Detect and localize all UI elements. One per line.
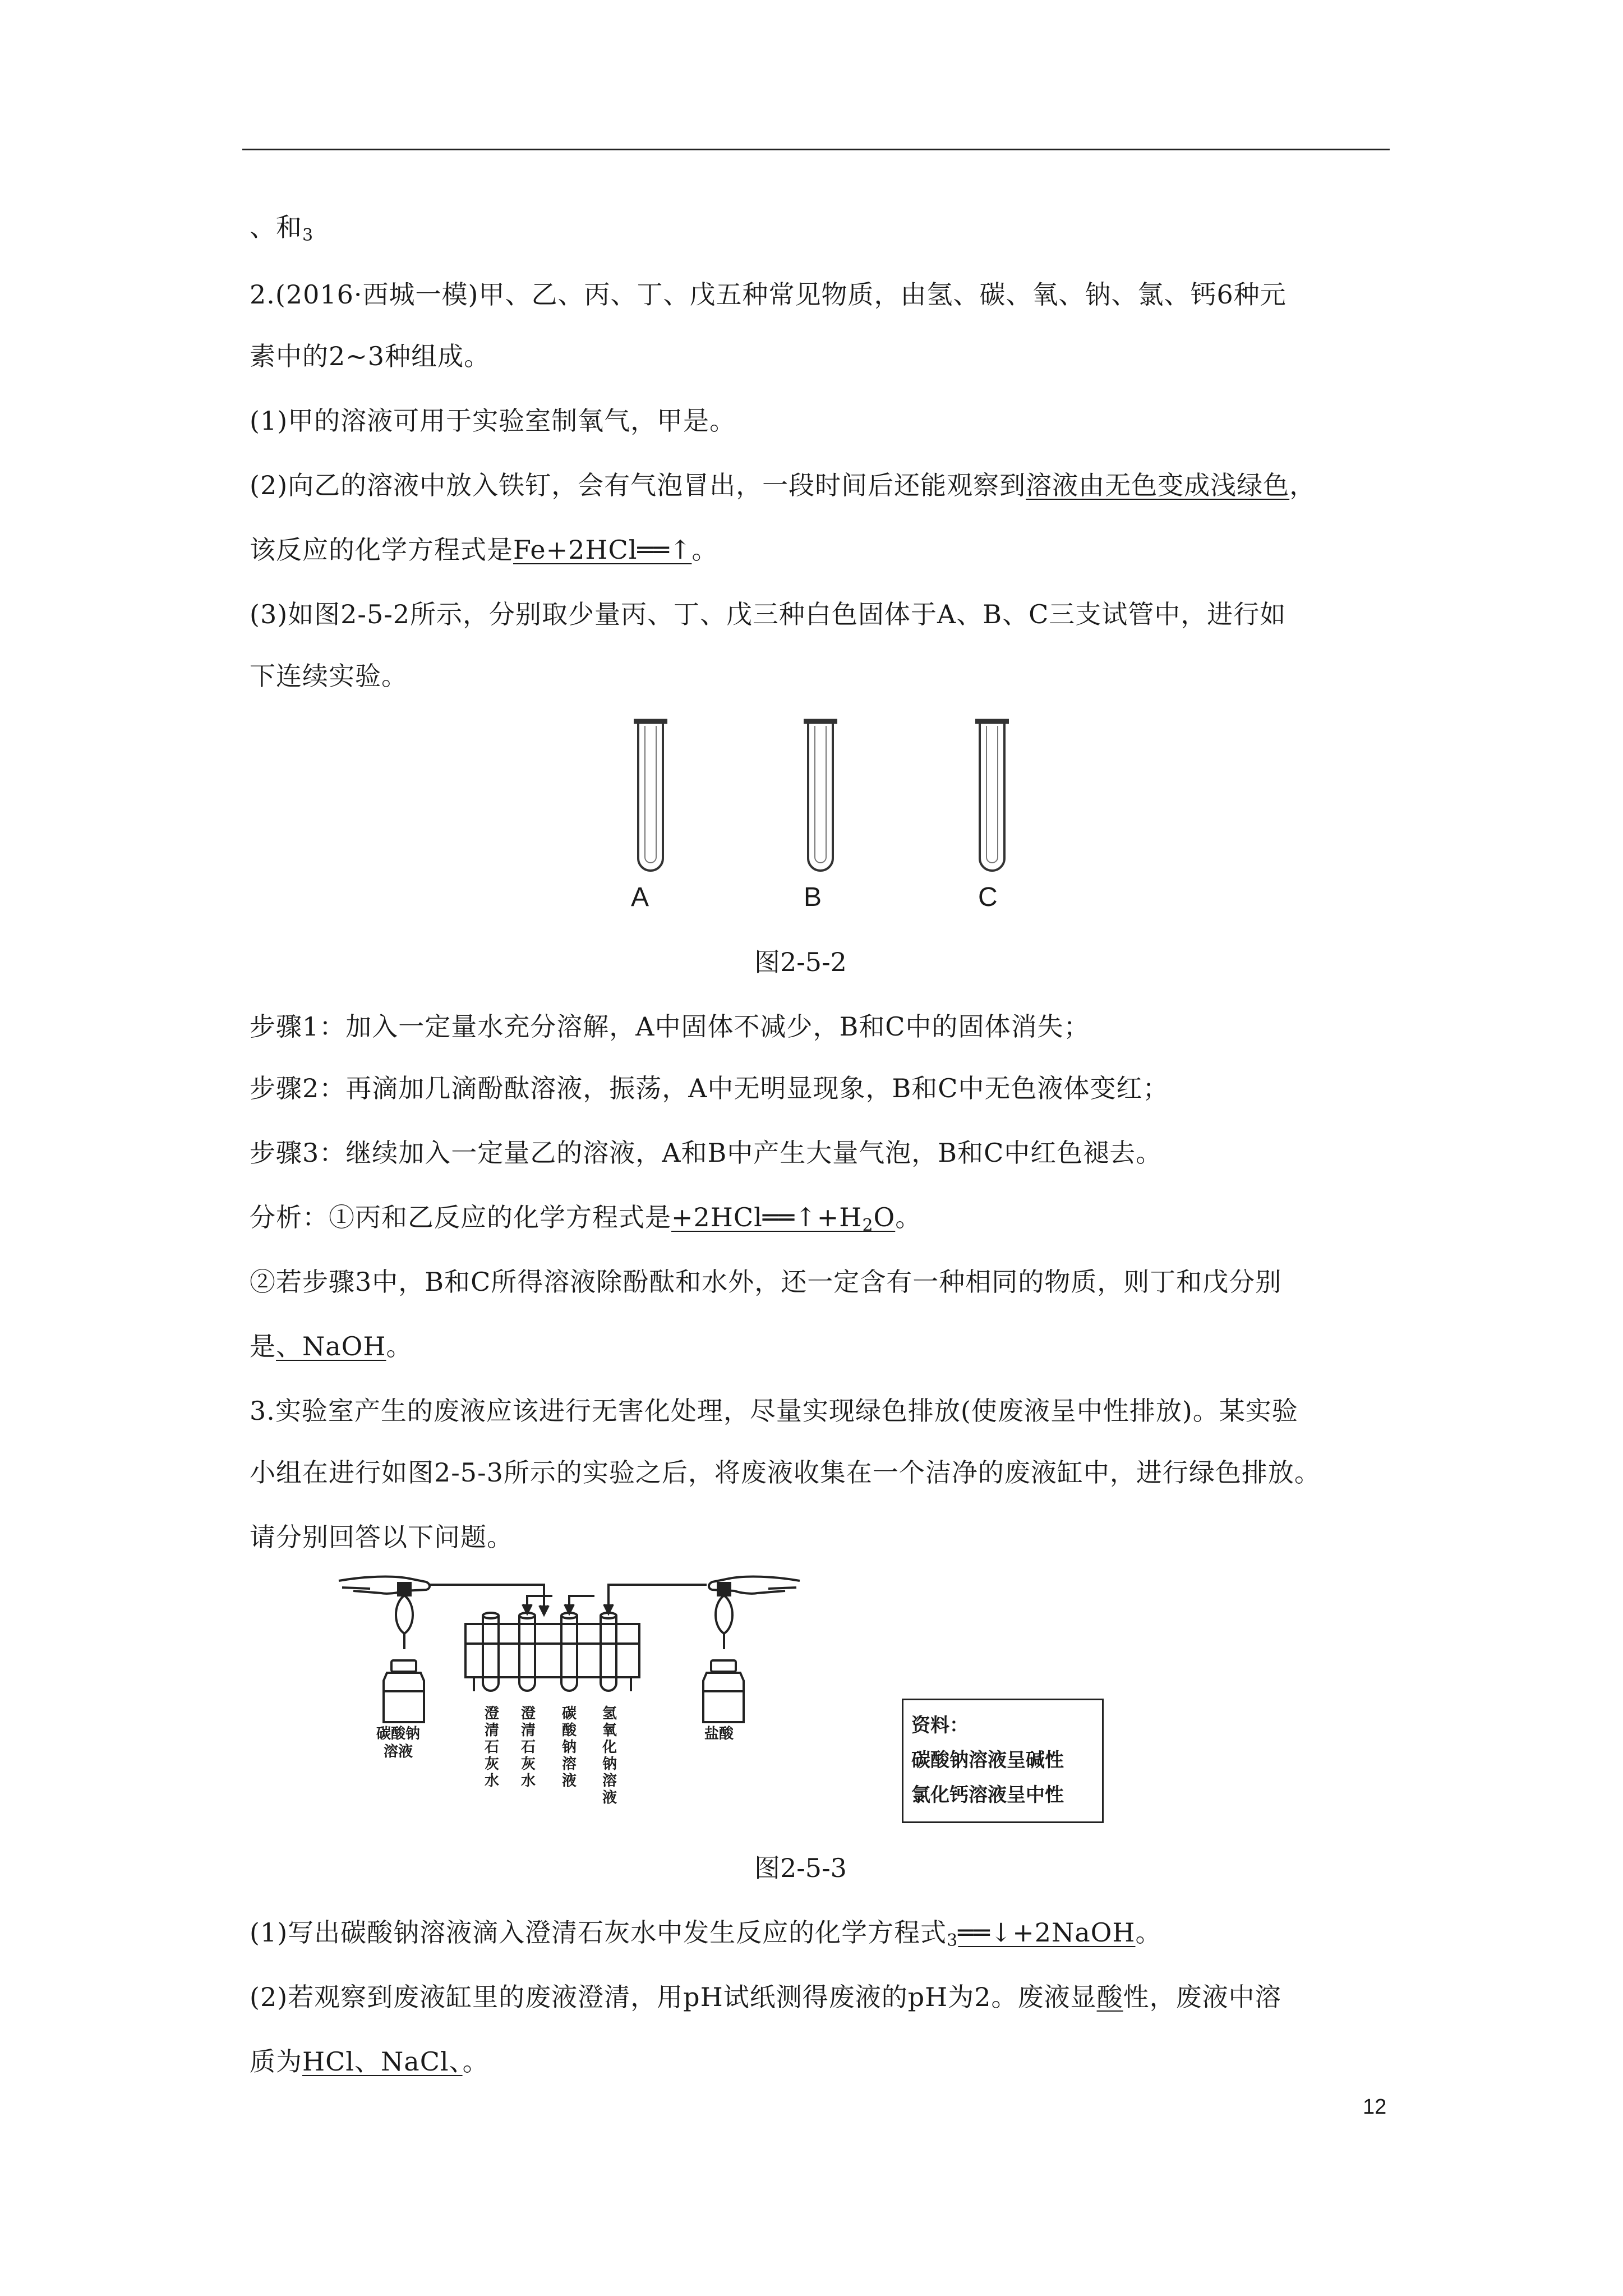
answer-underlined: $+2HCl══↑+H_2O$ [671,1202,896,1235]
left-bottle-label: 碳酸钠溶液 [376,1726,420,1760]
answer-underlined: Fe+2HCl══↑ [513,535,692,565]
answer-underlined: 溶液由无色变成浅绿色 [1026,470,1290,500]
tube-label-2: 澄清石灰水 [520,1705,536,1789]
text-line: 、和$_3$ [250,212,314,245]
question-2-part-3-cont: 下连续实验。 [250,661,408,691]
right-bottle-label: 盐酸 [704,1726,734,1742]
question-2-text-cont: 素中的2~3种组成。 [250,341,491,371]
answer-underlined: 酸 [1096,1982,1123,2012]
tube-label-b: B [804,882,822,912]
note-title: 资料： [911,1714,969,1737]
answer-underlined: 、NaOH [276,1331,386,1361]
left-dropper-icon [396,1595,413,1634]
question-2-text: 2.(2016·西城一模)甲、乙、丙、丁、戊五种常见物质，由氢、碳、氧、钠、氯、钙6种元 [250,279,1287,310]
question-2-part-1: (1)甲的溶液可用于实验室制氧气，甲是。 [250,406,736,436]
header-rule [242,149,1390,150]
question-2-part-2: (2)向乙的溶液中放入铁钉，会有气泡冒出，一段时间后还能观察到溶液由无色变成浅绿色， [250,470,1316,500]
question-3-text-cont2: 请分别回答以下问题。 [250,1522,513,1552]
test-tube-b [804,721,837,871]
question-3-text: 3.实验室产生的废液应该进行无害化处理，尽量实现绿色排放(使废液呈中性排放)。某实验 [250,1396,1298,1426]
analysis-1: 分析：①丙和乙反应的化学方程式是$+2HCl══↑+H_2O$。 [250,1202,922,1235]
analysis-2-cont: 是、NaOH。 [250,1331,413,1361]
note-line-2: 氯化钙溶液呈中性 [911,1784,1064,1806]
right-bottle-icon [703,1660,744,1722]
question-3-part-2-cont: 质为HCl、NaCl、。 [250,2046,489,2077]
analysis-2: ②若步骤3中，B和C所得溶液除酚酞和水外，还一定含有一种相同的物质，则丁和戊分别 [250,1267,1282,1297]
figure-caption: 图2-5-3 [754,1853,847,1883]
test-tube-c [975,721,1009,871]
tube-label-c: C [978,882,998,912]
question-2-part-2-cont: 该反应的化学方程式是Fe+2HCl══↑。 [250,535,718,565]
answer-underlined: HCl、NaCl、 [302,2046,463,2077]
test-tube-rack [465,1624,639,1677]
tube-label-a: A [631,882,649,912]
step-2: 步骤2：再滴加几滴酚酞溶液，振荡，A中无明显现象，B和C中无色液体变红； [250,1073,1169,1103]
reference-note-box [902,1699,1104,1823]
tube-label-4: 氢氧化钠溶液 [602,1705,617,1806]
left-hand-icon [339,1577,430,1594]
tube-label-1: 澄清石灰水 [484,1705,499,1789]
answer-underlined: ══↓+2NaOH [958,1917,1136,1948]
step-1: 步骤1：加入一定量水充分溶解，A中固体不减少，B和C中的固体消失； [250,1011,1090,1042]
right-dropper-icon [716,1595,732,1634]
figure-caption: 图2-5-2 [754,947,847,977]
note-line-1: 碳酸钠溶液呈碱性 [911,1749,1064,1772]
test-tube-a [634,721,667,871]
question-2-part-3: (3)如图2-5-2所示，分别取少量丙、丁、戊三种白色固体于A、B、C三支试管中，进行如 [250,599,1287,629]
question-3-part-2: (2)若观察到废液缸里的废液澄清，用pH试纸测得废液的pH为2。废液显酸性，废液中溶 [250,1982,1281,2012]
question-3-text-cont: 小组在进行如图2-5-3所示的实验之后，将废液收集在一个洁净的废液缸中，进行绿色排放。 [250,1457,1321,1488]
tube-label-3: 碳酸钠溶液 [561,1705,577,1789]
page-number: 12 [1363,2095,1387,2119]
step-3: 步骤3：继续加入一定量乙的溶液，A和B中产生大量气泡，B和C中红色褪去。 [250,1138,1163,1168]
left-bottle-icon [384,1660,424,1722]
question-3-part-1: (1)写出碳酸钠溶液滴入澄清石灰水中发生反应的化学方程式$_3$══↓+2NaOH。 [250,1917,1162,1950]
